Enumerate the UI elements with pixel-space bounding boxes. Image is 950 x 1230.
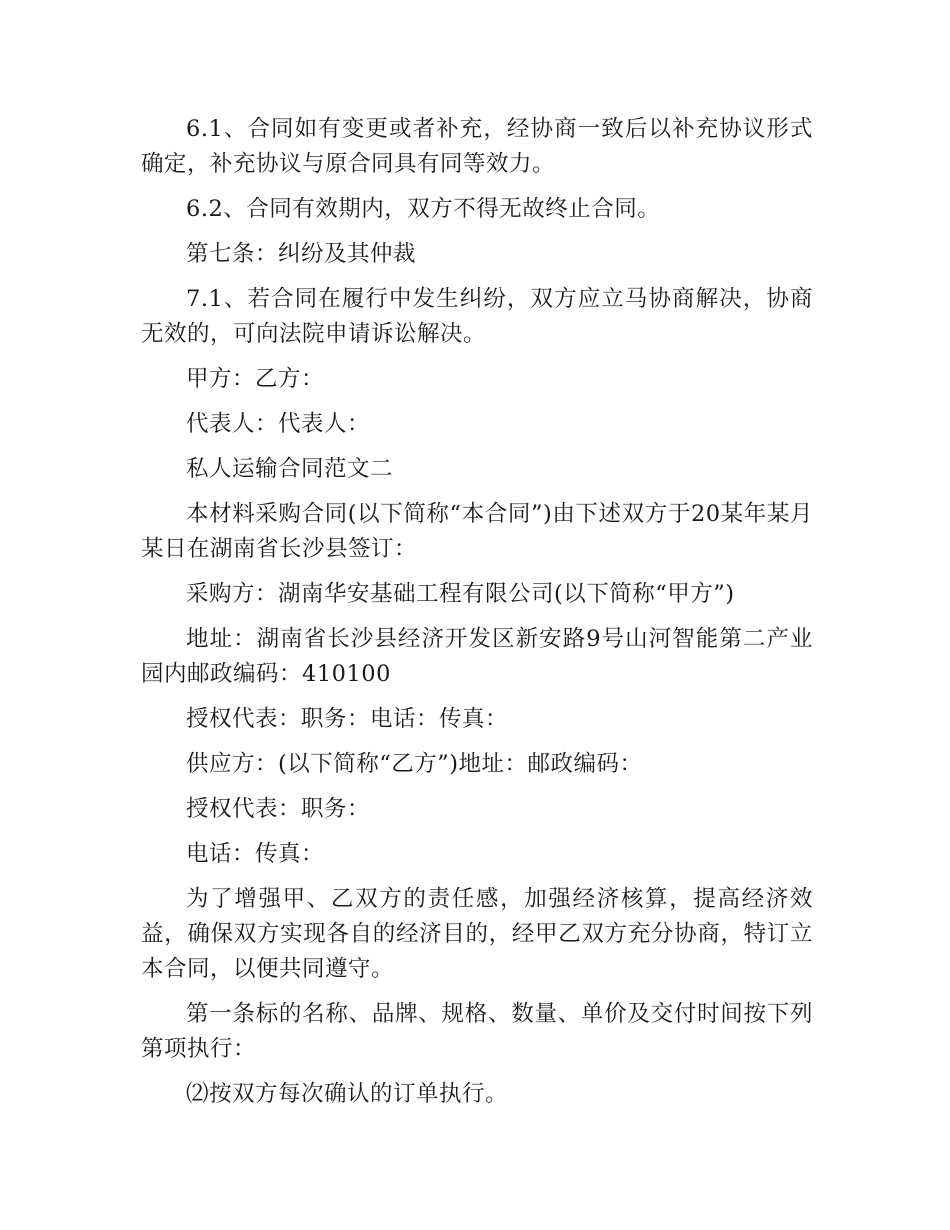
clause-6-2: 6.2、合同有效期内，双方不得无故终止合同。 xyxy=(186,196,661,222)
article-1-paragraph: 第一条标的名称、品牌、规格、数量、单价及交付时间按下列第项执行： xyxy=(141,1001,813,1062)
article-7-heading: 第七条：纠纷及其仲裁 xyxy=(186,241,417,267)
document-body xyxy=(141,112,813,1122)
representative-line: 代表人：代表人： xyxy=(186,411,371,437)
clause-7-1: 7.1、若合同在履行中发生纠纷，双方应立马协商解决，协商无效的，可向法院申请诉讼解决。 xyxy=(141,286,813,347)
address-line: 地址：湖南省长沙县经济开发区新安路9号山河智能第二产业园内邮政编码：410100 xyxy=(141,626,813,687)
section-title: 私人运输合同范文二 xyxy=(186,456,394,482)
purchaser-line: 采购方：湖南华安基础工程有限公司(以下简称“甲方”) xyxy=(186,581,735,607)
supplier-line: 供应方：(以下简称“乙方”)地址：邮政编码： xyxy=(186,751,643,777)
supplier-representative-line: 授权代表：职务： xyxy=(186,796,371,822)
contract-intro: 本材料采购合同(以下简称“本合同”)由下述双方于20某年某月某日在湖南省长沙县签订： xyxy=(141,501,813,562)
purchaser-contact-line: 授权代表：职务：电话：传真： xyxy=(186,706,509,732)
supplier-phone-line: 电话：传真： xyxy=(186,841,325,867)
party-line: 甲方：乙方： xyxy=(186,366,325,392)
order-execution-line: ⑵按双方每次确认的订单执行。 xyxy=(186,1081,509,1107)
purpose-paragraph: 为了增强甲、乙双方的责任感，加强经济核算，提高经济效益，确保双方实现各自的经济目的，经甲乙双方充分协商，特订立本合同，以便共同遵守。 xyxy=(141,886,813,982)
clause-6-1: 6.1、合同如有变更或者补充，经协商一致后以补充协议形式确定，补充协议与原合同具有同等效力。 xyxy=(141,116,813,177)
